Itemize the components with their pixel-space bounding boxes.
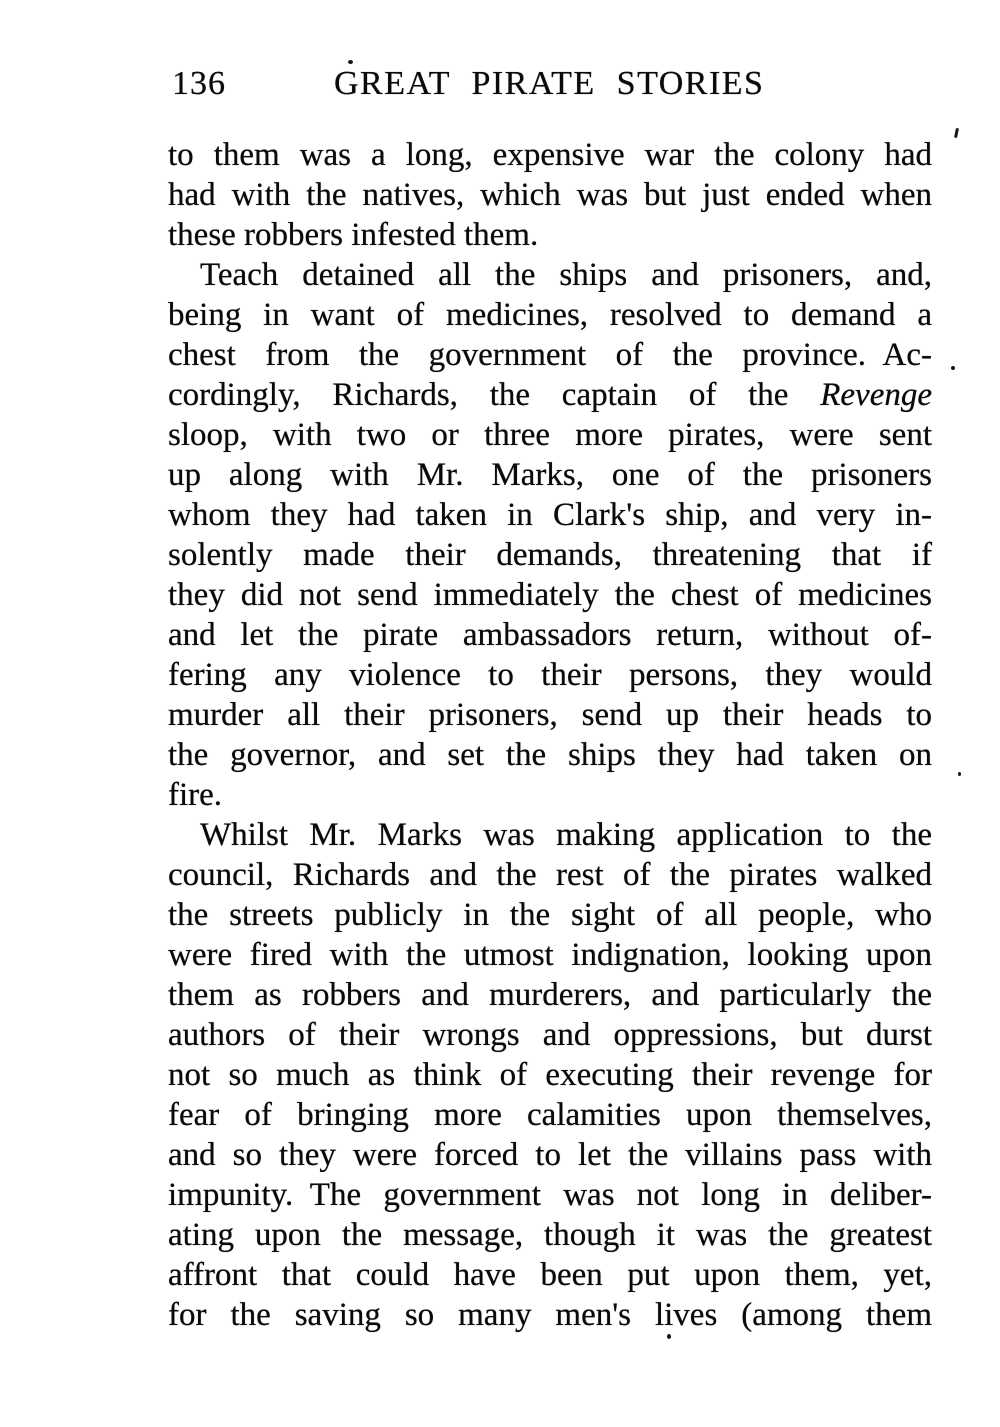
text-line: to them was a long, expensive war the colony had [168, 137, 932, 173]
scan-speck [348, 60, 353, 64]
text-line: them as robbers and murderers, and particularly the [168, 977, 932, 1013]
text-line: were fired with the utmost indignation, looking upon [168, 937, 932, 973]
text-line: the governor, and set the ships they had taken on [168, 737, 932, 773]
text-line: for the saving so many men's lives (among them [168, 1297, 932, 1333]
text-line: up along with Mr. Marks, one of the prisoners [168, 457, 932, 493]
text-line: Teach detained all the ships and prisoners, and, [200, 257, 932, 293]
paragraph [168, 815, 932, 1335]
scan-speck [951, 366, 955, 370]
text-line: these robbers infested them. [168, 217, 539, 253]
text-segment: cordingly, Richards, the captain of the [168, 377, 821, 413]
page-number: 136 [172, 65, 226, 102]
text-line: impunity. The government was not long in deliber- [168, 1177, 932, 1213]
text-line: murder all their prisoners, send up their heads to [168, 697, 932, 733]
scan-speck [667, 1334, 671, 1339]
text-line: not so much as think of executing their revenge for [168, 1057, 932, 1093]
scan-speck [954, 128, 959, 138]
italic-word: Revenge [820, 377, 932, 413]
text-line: council, Richards and the rest of the pirates walked [168, 857, 932, 893]
text-line: authors of their wrongs and oppressions, but durst [168, 1017, 932, 1053]
running-head [0, 64, 1000, 108]
text-line: and so they were forced to let the villains pass with [168, 1137, 932, 1173]
page-body [168, 135, 932, 1335]
text-line: sloop, with two or three more pirates, were sent [168, 417, 932, 453]
text-line: solently made their demands, threatening that if [168, 537, 932, 573]
text-line: had with the natives, which was but just ended when [168, 177, 932, 213]
text-line: chest from the government of the province. Ac- [168, 337, 932, 373]
text-line: affront that could have been put upon them, yet, [168, 1257, 932, 1293]
text-line: the streets publicly in the sight of all people, who [168, 897, 932, 933]
running-head-title: GREAT PIRATE STORIES [334, 65, 765, 102]
paragraph [168, 255, 932, 815]
text-line: Whilst Mr. Marks was making application to the [200, 817, 932, 853]
paragraph [168, 135, 932, 255]
text-line: being in want of medicines, resolved to demand a [168, 297, 932, 333]
text-line: and let the pirate ambassadors return, without of- [168, 617, 932, 653]
text-line [168, 375, 932, 415]
scan-speck [958, 772, 961, 776]
text-line: they did not send immediately the chest of medicines [168, 577, 932, 613]
text-line: fear of bringing more calamities upon themselves, [168, 1097, 932, 1133]
text-line: whom they had taken in Clark's ship, and very in- [168, 497, 932, 533]
text-line: fire. [168, 777, 223, 813]
text-line: fering any violence to their persons, they would [168, 657, 932, 693]
text-line: ating upon the message, though it was the greatest [168, 1217, 932, 1253]
